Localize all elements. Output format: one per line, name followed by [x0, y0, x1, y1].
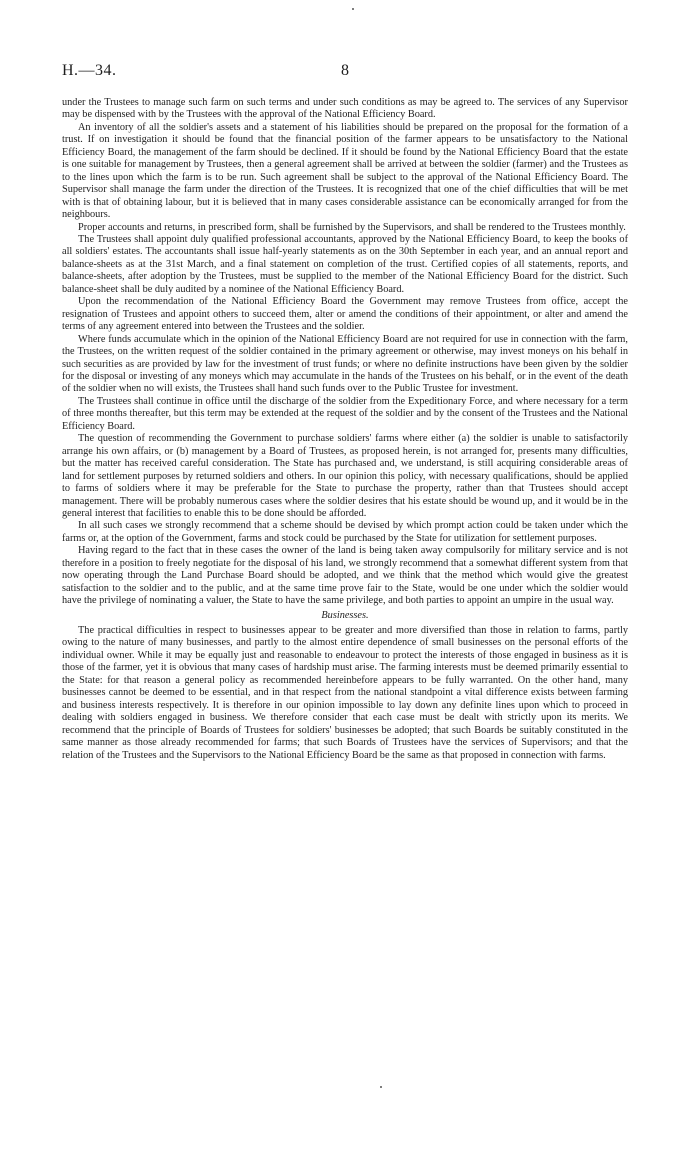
page-header [62, 62, 628, 86]
paragraph: The Trustees shall continue in office until the discharge of the soldier from the Expeditionary Force, and where necessary for a term of three months thereafter, but this term may be extended at the request of the soldier and by the consent of the Trustees and the National Efficiency Board. [62, 395, 628, 432]
paragraph: In all such cases we strongly recommend that a scheme should be devised by which prompt action could be taken under which the farms or, at the option of the Government, farms and stock could be purchased by the State for utilization for settlement purposes. [62, 520, 628, 544]
paragraph: An inventory of all the soldier's assets and a statement of his liabilities should be prepared on the proposal for the formation of a trust. If on investigation it should be found that the financial position of the farmer appears to be unsatisfactory to the National Efficiency Board, the management of the farm should be declined. If it should be found by the National Efficiency Board that the estate is one suitable for management by Trustees, then a general agreement shall be arrived at between the soldier (farmer) and the Trustees as to the lines upon which the farm is to be run. Such agreement shall be subject to the approval of the National Efficiency Board. The Supervisor shall manage the farm under the direction of the Trustees. It is recognized that one of the chief difficulties that will be met with is that of obtaining labour, but it is believed that in many cases considerable assistance can be economically arranged for from the neighbours. [62, 121, 628, 221]
paragraph: Where funds accumulate which in the opinion of the National Efficiency Board are not required for use in connection with the farm, the Trustees, on the written request of the soldier contained in the primary agreement or otherwise, may invest moneys on his behalf in such securities as are provided by law for the investment of trust funds; or where no definite instructions have been given by the soldier for the disposal or investing of any moneys which may accumulate in the hands of the Trustees on his behalf, or in the event of the death of the soldier when no will exists, the Trustees shall hand such funds over to the Public Trustee for investment. [62, 333, 628, 395]
section-heading: Businesses. [321, 609, 369, 621]
paragraph: The question of recommending the Government to purchase soldiers' farms where either (a) the soldier is unable to satisfactorily arrange his own affairs, or (b) management by a Board of Trustees, as proposed herein, is not arranged for, presents many difficulties, but the matter has received careful consideration. The State has purchased and, we understand, is still acquiring considerable areas of land for settlement purposes by returned soldiers and others. In our opinion this policy, with necessary qualifications, should be applied to farms of soldiers where it may be preferable for the State to purchase the property, rather than that Trustees should accept management. There will be probably numerous cases where the soldier desires that his estate should be wound up, and it would be in the general interest that facilities to enable this to be done should be afforded. [62, 433, 628, 519]
paragraph: Proper accounts and returns, in prescribed form, shall be furnished by the Supervisors, and shall be rendered to the Trustees monthly. [78, 221, 626, 233]
document-body [62, 97, 628, 762]
scan-speck [352, 8, 354, 10]
document-reference: H.—34. [62, 62, 117, 79]
paragraph: Having regard to the fact that in these cases the owner of the land is being taken away compulsorily for military service and is not therefore in a position to freely negotiate for the disposal of his land, we strongly recommend that a somewhat different system from that now operating through the Land Purchase Board should be adopted, and we think that the method which would give the greatest satisfaction to the soldier and to the public, and at the same time prove fair to the State, would be one under which the soldier would have the privilege of nominating a valuer, the State to have the same privilege, and both parties to appoint an umpire in the usual way. [62, 545, 628, 607]
paragraph: under the Trustees to manage such farm on such terms and under such conditions as may be agreed to. The services of any Supervisor may be dispensed with by the Trustees with the approval of the National Efficiency Board. [62, 97, 628, 121]
paragraph: The Trustees shall appoint duly qualified professional accountants, approved by the National Efficiency Board, to keep the books of all soldiers' estates. The accountants shall issue half-yearly statements as on the 30th September in each year, and an annual report and balance-sheets as at the 31st March, and a final statement on completion of the trust. Certified copies of all statements, reports, and balance-sheets, after adoption by the Trustees, must be supplied to the member of the National Efficiency Board for the district. Such balance-sheet shall be duly audited by a nominee of the National Efficiency Board. [62, 233, 628, 295]
scan-speck [380, 1086, 382, 1088]
paragraph: The practical difficulties in respect to businesses appear to be greater and more diversified than those in relation to farms, partly owing to the nature of many businesses, and partly to the almost entire dependence of small businesses on the personal efforts of the individual owner. While it may be equally just and reasonable to endeavour to protect the interests of those engaged in business as it is those of the farmer, yet it is obvious that many cases of hardship must arise. The farming interests must be deemed primarily essential to the State: for that reason a general policy as recommended hereinbefore appears to be fully warranted. On the other hand, many businesses cannot be deemed to be essential, and in that respect from the national standpoint a vital difference exists between farming and business interests respectively. It is therefore in our opinion impossible to lay down any definite lines upon which to proceed in dealing with soldiers engaged in business. We therefore consider that each case must be dealt with strictly upon its merits. We recommend that the principle of Boards of Trustees for soldiers' businesses be adopted; that such Boards be suitably constituted in the same manner as those already recommended for farms; that such Boards of Trustees have the services of Supervisors; and that the relation of the Trustees and the Supervisors to the National Efficiency Board be the same as that proposed in connection with farms. [62, 625, 628, 761]
page-number: 8 [341, 62, 349, 79]
paragraph: Upon the recommendation of the National Efficiency Board the Government may remove Trustees from office, accept the resignation of Trustees and appoint others to succeed them, alter or amend the conditions of their appointment, or alter and amend the terms of any agreement entered into between the Trustees and the soldier. [62, 296, 628, 333]
